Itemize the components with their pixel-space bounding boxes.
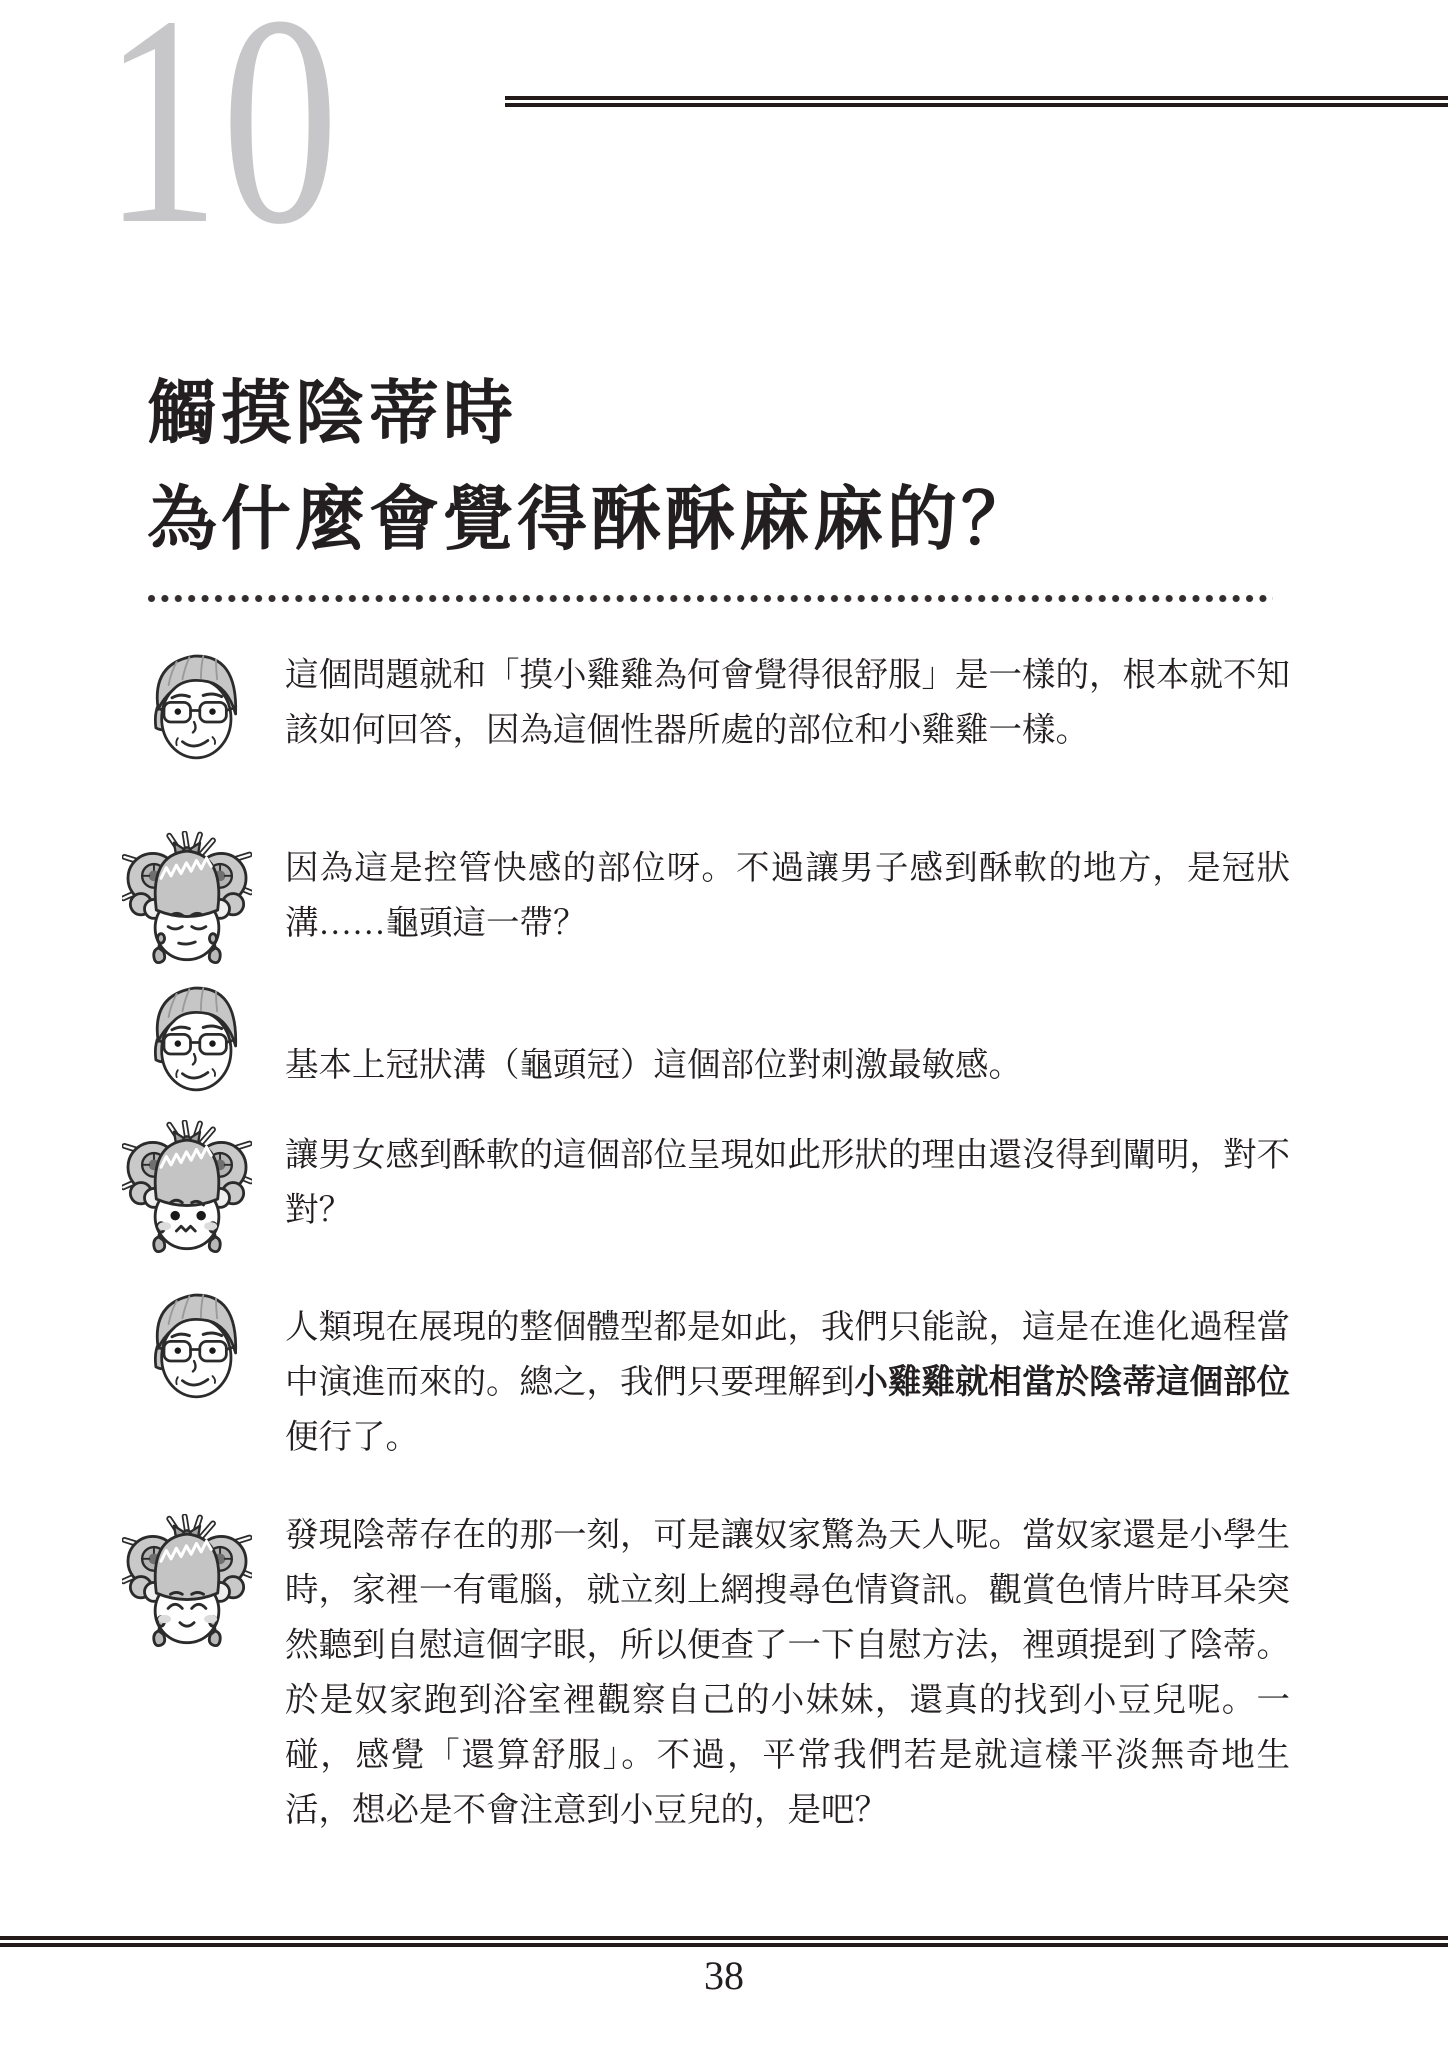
chapter-header-rule xyxy=(505,96,1448,107)
dotted-divider xyxy=(147,594,1273,603)
grandpa-avatar-icon xyxy=(142,648,246,766)
avatar-cell xyxy=(0,1128,285,1264)
dialogue-row xyxy=(0,1300,1448,1465)
dialogue-text: 讓男女感到酥軟的這個部位呈現如此形狀的理由還沒得到闡明，對不對？ xyxy=(285,1137,1290,1229)
avatar-cell xyxy=(0,1038,285,1098)
dialogue-row xyxy=(0,1128,1448,1264)
grandpa-avatar-icon xyxy=(142,980,246,1098)
courtesan-avatar-icon xyxy=(122,831,252,975)
dialogue-text: 基本上冠狀溝（龜頭冠）這個部位對刺激最敏感。 xyxy=(285,1047,1022,1084)
courtesan-avatar-icon xyxy=(122,1514,252,1658)
dialogue-row xyxy=(0,1508,1448,1838)
chapter-title xyxy=(147,362,1035,574)
avatar-cell xyxy=(0,1508,285,1658)
avatar-cell xyxy=(0,648,285,766)
avatar-cell xyxy=(0,1300,285,1405)
courtesan-avatar-icon xyxy=(122,1120,252,1264)
dialogue-text: 因為這是控管快感的部位呀。不過讓男子感到酥軟的地方，是冠狀溝……龜頭這一帶？ xyxy=(285,850,1290,942)
dialogue-row xyxy=(0,1038,1448,1098)
dialogue-list xyxy=(0,630,1448,1838)
chapter-number: 10 xyxy=(103,0,341,286)
chapter-title-line-1: 觸摸陰蒂時 xyxy=(147,376,517,453)
grandpa-avatar-icon xyxy=(142,1287,246,1405)
page-number: 38 xyxy=(704,1953,744,1998)
dialogue-text: 發現陰蒂存在的那一刻，可是讓奴家驚為天人呢。當奴家還是小學生時，家裡一有電腦，就立刻上網搜尋色情資訊。觀賞色情片時耳朵突然聽到自慰這個字眼，所以便查了一下自慰方法，裡頭提到了陰蒂。於是奴家跑到浴室裡觀察自己的小妹妹，還真的找到小豆兒呢。一碰，感覺「還算舒服」。不過，平常我們若是就這樣平淡無奇地生活，想必是不會注意到小豆兒的，是吧？ xyxy=(285,1517,1290,1829)
dialogue-row xyxy=(0,648,1448,766)
dialogue-text: 這個問題就和「摸小雞雞為何會覺得很舒服」是一樣的，根本就不知該如何回答，因為這個性器所處的部位和小雞雞一樣。 xyxy=(285,657,1290,749)
footer-rule xyxy=(0,1936,1448,1947)
avatar-cell xyxy=(0,841,285,975)
dialogue-row xyxy=(0,841,1448,975)
chapter-title-line-2: 為什麼會覺得酥酥麻麻的？ xyxy=(147,482,1035,559)
dialogue-text: 人類現在展現的整個體型都是如此，我們只能說，這是在進化過程當中演進而來的。總之，我們只要理解到小雞雞就相當於陰蒂這個部位便行了。 xyxy=(285,1309,1290,1456)
